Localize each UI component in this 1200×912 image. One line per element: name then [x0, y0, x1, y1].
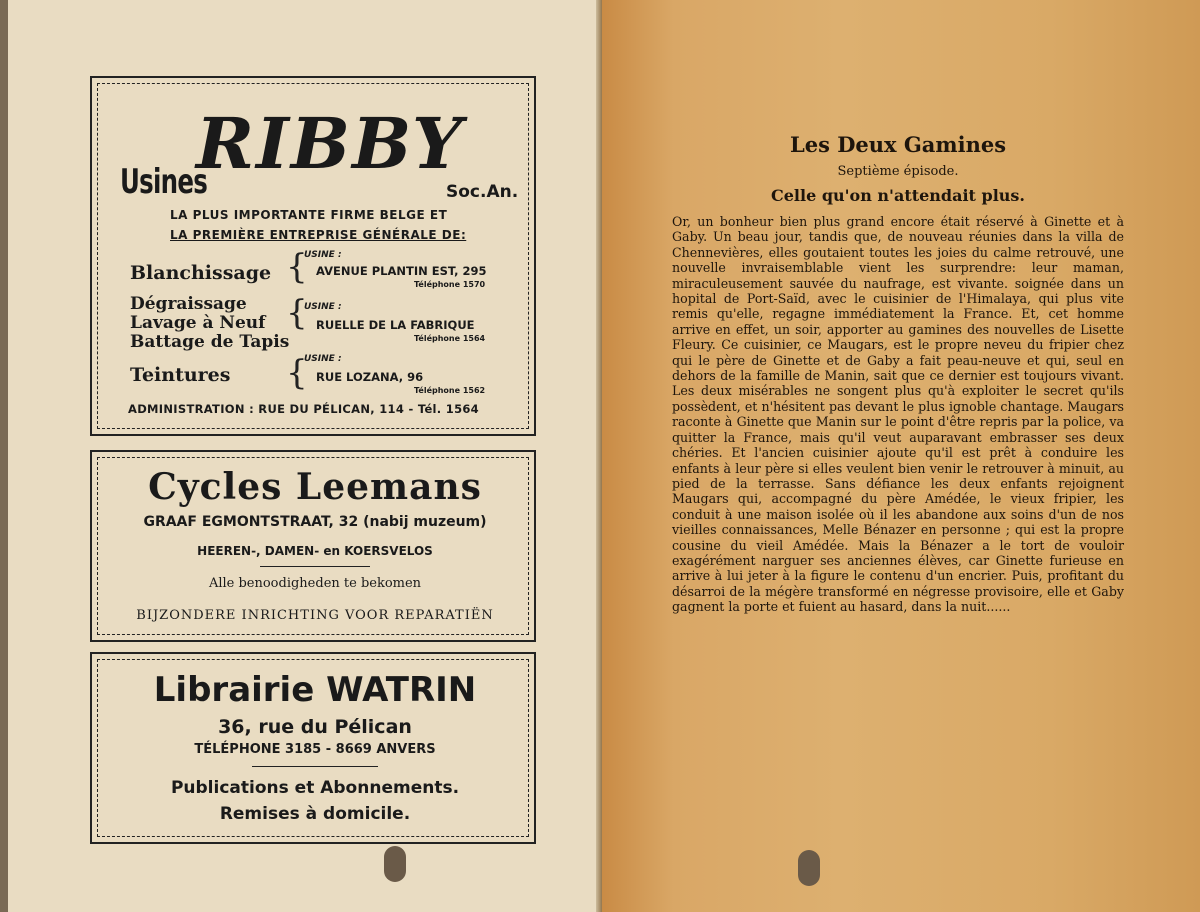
plant-2-address: RUELLE DE LA FABRIQUE [316, 318, 475, 332]
leemans-title: Cycles Leemans [148, 466, 482, 508]
ribby-tagline-1: LA PLUS IMPORTANTE FIRME BELGE ET [170, 208, 448, 222]
leemans-advertisement [90, 450, 536, 642]
plant-1-address: AVENUE PLANTIN EST, 295 [316, 264, 487, 278]
watrin-address: 36, rue du Pélican [218, 716, 412, 738]
watrin-divider [252, 766, 378, 767]
usines-label: Usines [120, 162, 208, 202]
ribby-advertisement [90, 76, 536, 436]
left-page [8, 0, 602, 912]
watrin-line-1: Publications et Abonnements. [170, 778, 460, 798]
leemans-products: HEEREN-, DAMEN- en KOERSVELOS [197, 544, 433, 558]
binding-hole-right [798, 850, 820, 886]
plant-3-address: RUE LOZANA, 96 [316, 370, 424, 384]
plant-1-label: USINE : [304, 250, 342, 260]
leemans-line-2: BIJZONDERE INRICHTING VOOR REPARATIËN [136, 608, 494, 623]
binding-hole-left [384, 846, 406, 882]
plant-2-telephone: Téléphone 1564 [414, 334, 486, 343]
article-body: Or, un bonheur bien plus grand encore était réservé à Ginette et à Gaby. Un beau jour, tandis que, de nouveau réunies dans la villa de Chennevières, elles goutaient toutes les joies du calme retrouvé, une nouvelle invraisemblable vient les surprendre: leur maman, miraculeusement sauvée du naufrage, est vivante. soignée dans un hopital de Port-Saïd, avec le cuisinier de l'Himalaya, qui plus vite remis qu'elle, regagne immédiatement la France. Et, cet homme arrive en effet, un soir, apporter au gamines des nouvelles de Lisette Fleury. Ce cuisinier, ce Maugars, est le propre neveu du fripier chez qui le père de Ginette et de Gaby a fait peau-neuve et qui, seul en dehors de la famille de Manin, sait que ce dernier est toujours vivant. Les deux misérables ne songent plus qu'à exploiter le secret qu'ils possèdent, et n'hésitent pas devant le plus ignoble chantage. Maugars raconte à Ginette que Manin sur le point d'être repris par la police, va quitter la France, mais qu'il veut auparavant embrasser ses deux chéries. Et l'ancien cuisinier ajoute qu'il est prêt à conduire les enfants à leur père si elles veulent bien venir le retrouver à minuit, au pied de la terrasse. Sans défiance les deux enfants rejoignent Maugars qui, accompagné du père Amédée, le vieux fripier, les conduit à une maison isolée où il les abandone aux soins d'un de nos vieilles connaissances, Melle Bénazer en personne ; qui est la propre cousine du vieil Amédée. Mais la Bénazer a le tort de vouloir exagérément narguer ses anciennes élèves, car Ginette furieuse en arrive à lui jeter à la figure le contenu d'un encrier. Puis, profitant du désarroi de la mégère transformé en négresse provisoire, elle et Gaby gagnent la porte et fuient au hasard, dans la nuit...... [672, 214, 1124, 615]
plant-2-label: USINE : [304, 302, 342, 312]
ribby-logo: RIBBY [196, 102, 464, 185]
ribby-tagline-2: LA PREMIÈRE ENTREPRISE GÉNÉRALE DE: [170, 228, 467, 242]
plant-3-label: USINE : [304, 354, 342, 364]
ribby-administration: ADMINISTRATION : RUE DU PÉLICAN, 114 - Tél. 1564 [128, 402, 479, 416]
leemans-address: GRAAF EGMONTSTRAAT, 32 (nabij muzeum) [143, 514, 487, 530]
watrin-title: Librairie WATRIN [153, 670, 477, 710]
brace-1: { [286, 247, 308, 287]
leemans-line-1: Alle benoodigheden te bekomen [208, 576, 422, 591]
leemans-divider [260, 566, 370, 567]
service-degraissage: Dégraissage [130, 294, 247, 314]
article-subtitle: Celle qu'on n'attendait plus. [771, 186, 1025, 205]
article-title: Les Deux Gamines [789, 132, 1007, 157]
service-blanchissage: Blanchissage [130, 262, 272, 284]
watrin-line-2: Remises à domicile. [219, 804, 411, 824]
brace-3: { [286, 353, 308, 393]
plant-3-telephone: Téléphone 1562 [414, 386, 486, 395]
watrin-advertisement [90, 652, 536, 844]
bleed-through-text [682, 620, 686, 634]
article-episode: Septième épisode. [837, 164, 959, 179]
service-lavage: Lavage à Neuf [130, 313, 266, 333]
watrin-phone: TÉLÉPHONE 3185 - 8669 ANVERS [194, 742, 436, 757]
plant-1-telephone: Téléphone 1570 [414, 280, 486, 289]
service-battage: Battage de Tapis [130, 332, 290, 352]
service-teintures: Teintures [130, 364, 231, 386]
soc-an-label: Soc.An. [446, 182, 519, 202]
brace-2: { [286, 293, 308, 333]
